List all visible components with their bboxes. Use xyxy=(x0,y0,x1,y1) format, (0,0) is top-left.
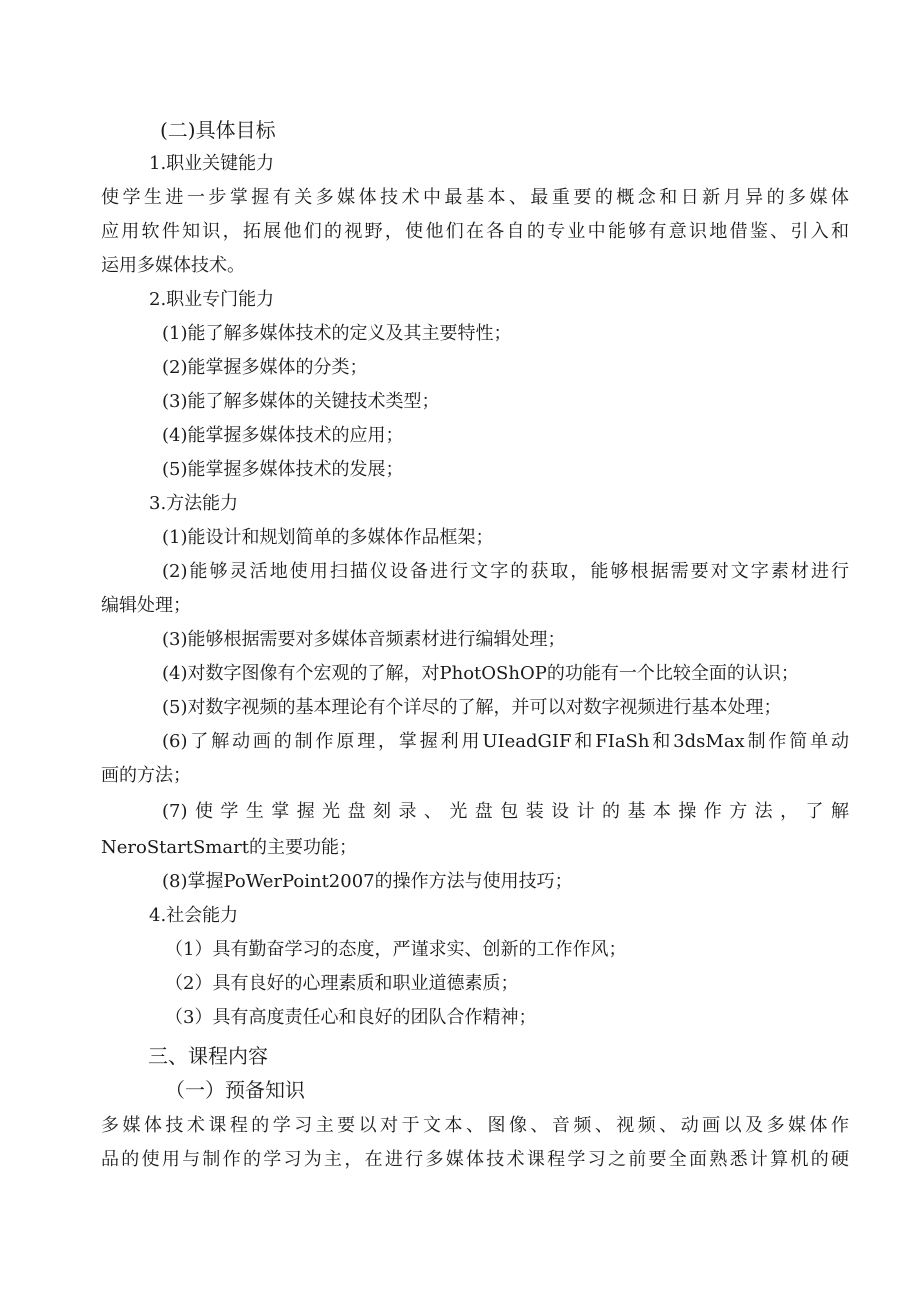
goal-3-item: (2)能够灵活地使用扫描仪设备进行文字的获取，能够根据需要对文字素材进行 xyxy=(162,561,849,582)
course-content-heading: 三、课程内容 xyxy=(148,1044,268,1068)
goal-4-item: （1）具有勤奋学习的态度，严谨求实、创新的工作作风； xyxy=(165,939,627,960)
goal-2-item: (5)能掌握多媒体技术的发展； xyxy=(162,459,404,480)
prerequisite-heading: （一）预备知识 xyxy=(165,1078,305,1102)
goal-4-item: （3）具有高度责任心和良好的团队合作精神； xyxy=(165,1007,537,1028)
goal-3-item: (6)了解动画的制作原理，掌握利用UIeadGIF和FIaSh和3dsMax制作简单动 xyxy=(162,731,849,752)
goal-1-paragraph-line: 使学生进一步掌握有关多媒体技术中最基本、最重要的概念和日新月异的多媒体 xyxy=(101,187,849,208)
goal-1-paragraph-line: 运用多媒体技术。 xyxy=(101,255,245,276)
goal-3-item: (8)掌握PoWerPoint2007的操作方法与使用技巧； xyxy=(162,871,573,892)
goal-3-item-continuation: NeroStartSmart的主要功能； xyxy=(101,837,357,858)
goal-2-item: (1)能了解多媒体技术的定义及其主要特性； xyxy=(162,323,512,344)
goal-2-item: (2)能掌握多媒体的分类； xyxy=(162,357,368,378)
goal-3-item: (4)对数字图像有个宏观的了解，对PhotOShOP的功能有一个比较全面的认识； xyxy=(162,663,799,684)
goal-3-item-continuation: 画的方法； xyxy=(101,765,191,786)
goal-2-item: (4)能掌握多媒体技术的应用； xyxy=(162,425,404,446)
goal-3-title: 3.方法能力 xyxy=(149,493,239,514)
goal-3-item-continuation: 编辑处理； xyxy=(101,595,191,616)
goal-3-item: (5)对数字视频的基本理论有个详尽的了解，并可以对数字视频进行基本处理； xyxy=(162,697,782,718)
goal-3-item: (3)能够根据需要对多媒体音频素材进行编辑处理； xyxy=(162,629,566,650)
goal-2-title: 2.职业专门能力 xyxy=(149,289,275,310)
goal-1-paragraph-line: 应用软件知识，拓展他们的视野，使他们在各自的专业中能够有意识地借鉴、引入和 xyxy=(101,221,849,242)
goal-1-title: 1.职业关键能力 xyxy=(149,153,275,174)
prerequisite-paragraph-line: 多媒体技术课程的学习主要以对于文本、图像、音频、视频、动画以及多媒体作 xyxy=(101,1115,849,1136)
goal-4-title: 4.社会能力 xyxy=(149,905,239,926)
specific-goals-heading: (二)具体目标 xyxy=(160,118,276,142)
goal-3-item: (7)使学生掌握光盘刻录、光盘包装设计的基本操作方法，了解 xyxy=(162,801,849,822)
goal-3-item: (1)能设计和规划简单的多媒体作品框架； xyxy=(162,527,494,548)
prerequisite-paragraph-line: 品的使用与制作的学习为主，在进行多媒体技术课程学习之前要全面熟悉计算机的硬 xyxy=(101,1149,849,1170)
goal-2-item: (3)能了解多媒体的关键技术类型； xyxy=(162,391,440,412)
goal-4-item: （2）具有良好的心理素质和职业道德素质； xyxy=(165,973,519,994)
